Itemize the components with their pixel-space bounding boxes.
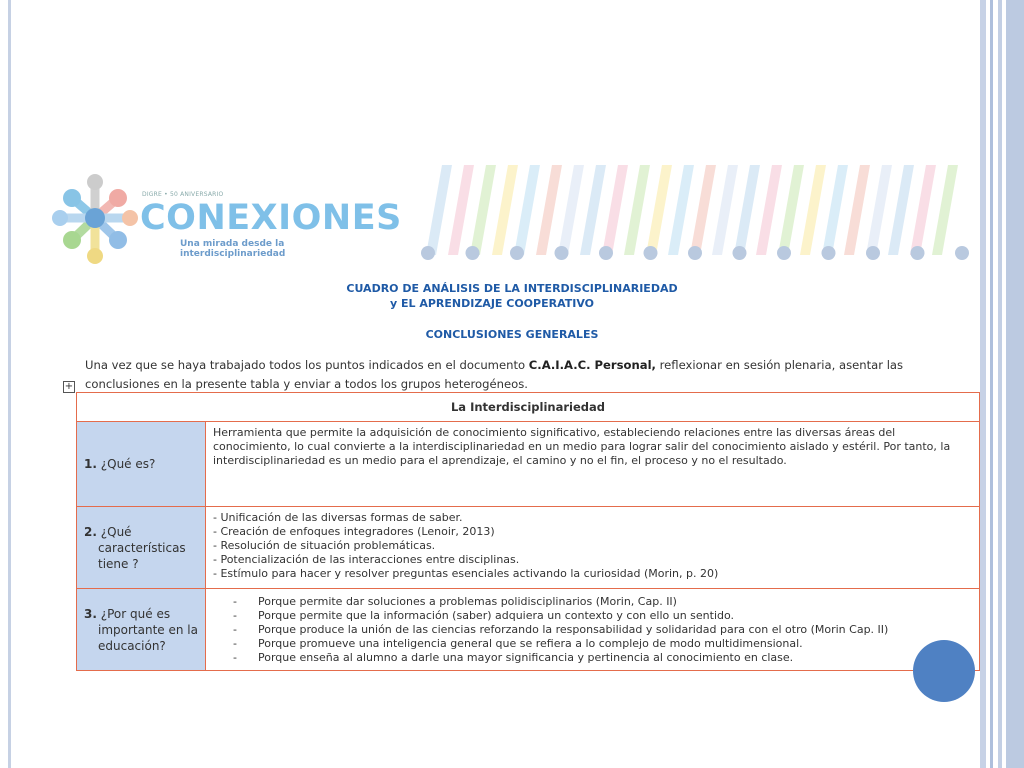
stripe	[822, 165, 848, 255]
stripe	[426, 165, 452, 255]
stripe-dot	[822, 246, 836, 260]
stripe	[624, 165, 650, 255]
list-item: - Creación de enfoques integradores (Lenoir, 2013)	[213, 525, 495, 538]
list-item: - Porque permite dar soluciones a problemas polidisciplinarios (Morin, Cap. II)	[233, 595, 972, 609]
intro-paragraph	[85, 356, 935, 394]
stripe	[448, 165, 474, 255]
list-item: - Resolución de situación problemáticas.	[213, 539, 436, 552]
answer-cell	[206, 507, 980, 589]
document-title-1: CUADRO DE ANÁLISIS DE LA INTERDISCIPLINARIEDAD	[346, 282, 678, 295]
document-subtitle: CONCLUSIONES GENERALES	[425, 328, 599, 341]
stripe-dot	[466, 246, 480, 260]
decorative-circle	[913, 640, 975, 702]
answer-cell	[206, 589, 980, 671]
table-move-handle-icon[interactable]: +	[64, 381, 74, 392]
importance-list	[213, 593, 972, 665]
right-frame-bar-3	[998, 0, 1002, 768]
stripe	[888, 165, 914, 255]
logo-tagline: DIGRE • 50 ANIVERSARIO	[142, 191, 224, 198]
question-number: 1.	[84, 457, 97, 471]
table-row	[77, 589, 980, 671]
stripe	[778, 165, 804, 255]
stripe	[756, 165, 782, 255]
stripe	[668, 165, 694, 255]
table-header: La Interdisciplinariedad	[77, 393, 980, 422]
stripe	[844, 165, 870, 255]
list-item: - Porque permite que la información (saber) adquiera un contexto y con ello un sentido.	[233, 609, 972, 623]
right-frame-bar-1	[980, 0, 986, 768]
question-text: ¿Qué es?	[100, 457, 156, 471]
question-text: ¿Qué características tiene ?	[98, 524, 186, 571]
analysis-table	[76, 392, 980, 671]
right-frame-bar-4	[1006, 0, 1024, 768]
intro-bold: C.A.I.A.C. Personal,	[528, 358, 656, 372]
table-header-row	[77, 393, 980, 422]
stripe	[690, 165, 716, 255]
list-item: - Potencialización de las interacciones entre disciplinas.	[213, 553, 520, 566]
logo-subtitle: Una mirada desde la interdisciplinariedad	[180, 239, 286, 259]
conexiones-logo	[50, 170, 402, 270]
stripe-dot	[777, 246, 791, 260]
stripe	[580, 165, 606, 255]
stripe	[734, 165, 760, 255]
stripe	[910, 165, 936, 255]
logo-brand: CONEXIONES	[140, 198, 402, 238]
list-item: - Porque enseña al alumno a darle una mayor significancia y pertinencia al conocimiento en clase.	[233, 651, 972, 665]
stripe-dot	[599, 246, 613, 260]
stripe-dot	[733, 246, 747, 260]
left-frame-line	[8, 0, 11, 768]
stripe	[800, 165, 826, 255]
question-number: 2.	[84, 524, 97, 539]
decorative-stripes	[420, 165, 980, 260]
stripe-dot	[688, 246, 702, 260]
stripe	[470, 165, 496, 255]
stripe	[646, 165, 672, 255]
question-text: ¿Por qué es importante en la educación?	[98, 606, 198, 653]
answer-cell: Herramienta que permite la adquisición de conocimiento significativo, estableciendo relaciones entre las diversas áreas del conocimiento, lo cual convierte a la interdisciplinariedad en un medio para lograr salir del conocimiento aislado y estéril. Por tanto, la interdisciplinariedad es un medio para el aprendizaje, el camino y no el fin, el proceso y no el resultado.	[206, 422, 980, 507]
stripe-dot	[955, 246, 969, 260]
question-cell	[77, 507, 206, 589]
stripe	[514, 165, 540, 255]
question-cell	[77, 422, 206, 507]
stripe	[602, 165, 628, 255]
stripe-dot	[421, 246, 435, 260]
question-cell	[77, 589, 206, 671]
stripes-svg	[420, 165, 980, 260]
stripe	[558, 165, 584, 255]
stripe	[536, 165, 562, 255]
stripe-dot	[555, 246, 569, 260]
stripe	[866, 165, 892, 255]
stripe-dot	[911, 246, 925, 260]
list-item: - Porque promueve una inteligencia general que se refiera a lo complejo de modo multidimensional.	[233, 637, 972, 651]
question-number: 3.	[84, 606, 97, 621]
stripe	[932, 165, 958, 255]
stripe-dot	[866, 246, 880, 260]
stripe	[492, 165, 518, 255]
right-frame-bar-2	[990, 0, 993, 768]
table-row	[77, 507, 980, 589]
intro-text-start: Una vez que se haya trabajado todos los puntos indicados en el documento	[85, 358, 529, 372]
intro-text-end: reflexionar en sesión plenaria, asentar las conclusiones en la presente tabla y enviar a todos los grupos heterogéneos.	[85, 358, 904, 391]
stripe	[712, 165, 738, 255]
stripe-dot	[644, 246, 658, 260]
list-item: - Porque produce la unión de las ciencias reforzando la responsabilidad y solidaridad para con el otro (Morin Cap. II)	[233, 623, 972, 637]
list-item: - Estímulo para hacer y resolver preguntas esenciales activando la curiosidad (Morin, p. 20)	[213, 567, 719, 580]
stripe-dot	[510, 246, 524, 260]
list-item: - Unificación de las diversas formas de saber.	[213, 511, 463, 524]
document-title-2: y EL APRENDIZAJE COOPERATIVO	[389, 297, 594, 310]
characteristics-list	[213, 511, 972, 581]
table-row	[77, 422, 980, 507]
